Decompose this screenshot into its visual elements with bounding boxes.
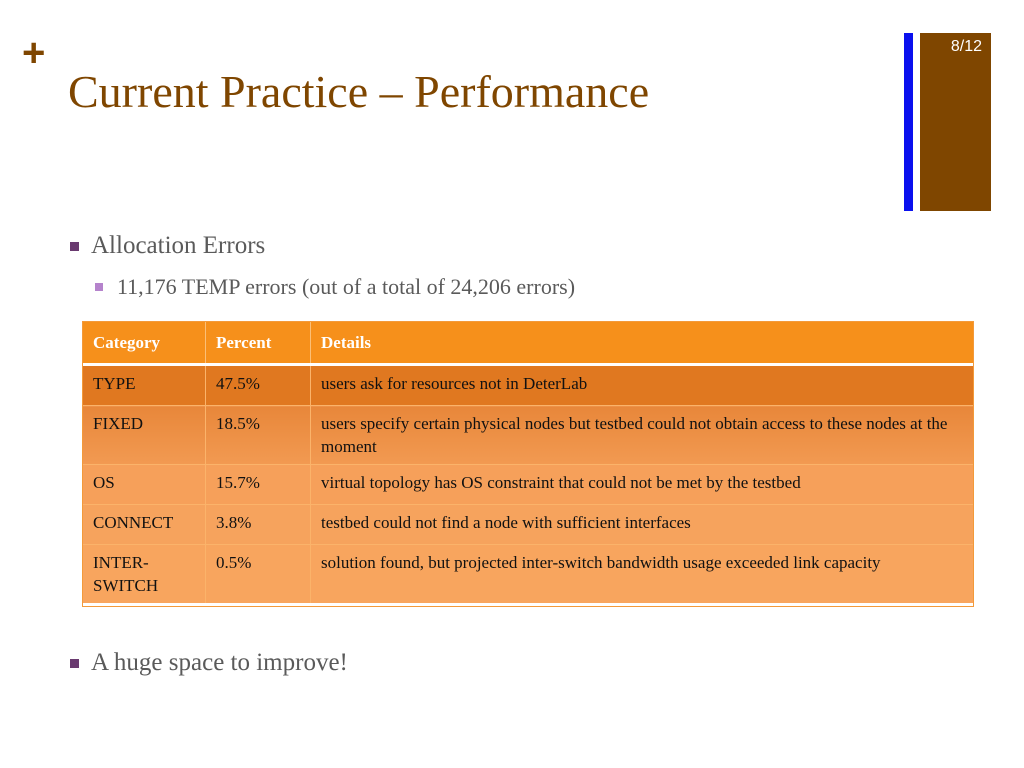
bullet-square-icon [70, 659, 79, 668]
cell-category: CONNECT [83, 505, 206, 545]
header-category: Category [83, 322, 206, 365]
cell-category: INTER-SWITCH [83, 545, 206, 604]
cell-details: virtual topology has OS constraint that could not be met by the testbed [311, 465, 974, 505]
plus-icon: + [22, 31, 46, 75]
header-details: Details [311, 322, 974, 365]
cell-percent: 3.8% [206, 505, 311, 545]
table-row [83, 505, 973, 545]
cell-details: users specify certain physical nodes but testbed could not obtain access to these nodes at the moment [311, 406, 974, 465]
table-row [83, 365, 973, 406]
bullet-huge-space [70, 649, 348, 677]
cell-category: OS [83, 465, 206, 505]
slide-number: 8/12 [950, 38, 982, 55]
cell-percent: 15.7% [206, 465, 311, 505]
sub-bullet-temp-errors [95, 274, 575, 300]
bullet-text: 11,176 TEMP errors (out of a total of 24,206 errors) [117, 274, 576, 299]
cell-percent: 18.5% [206, 406, 311, 465]
cell-category: FIXED [83, 406, 206, 465]
allocation-errors-table [83, 322, 973, 603]
table-row [83, 406, 973, 465]
cell-details: users ask for resources not in DeterLab [311, 365, 974, 406]
table-row [83, 465, 973, 505]
header-percent: Percent [206, 322, 311, 365]
cell-percent: 0.5% [206, 545, 311, 604]
cell-details: testbed could not find a node with sufficient interfaces [311, 505, 974, 545]
bullet-allocation-errors [70, 232, 265, 260]
cell-percent: 47.5% [206, 365, 311, 406]
table-header-row [83, 322, 973, 365]
bullet-square-icon [70, 242, 79, 251]
table-row [83, 545, 973, 604]
slide-number-box [920, 33, 991, 211]
bullet-text: A huge space to improve! [91, 649, 348, 676]
bullet-text: Allocation Errors [91, 232, 266, 259]
cell-details: solution found, but projected inter-switch bandwidth usage exceeded link capacity [311, 545, 974, 604]
bullet-square-icon [95, 283, 103, 291]
slide-title: Current Practice – Performance [68, 66, 650, 117]
blue-accent-bar [904, 33, 913, 211]
cell-category: TYPE [83, 365, 206, 406]
